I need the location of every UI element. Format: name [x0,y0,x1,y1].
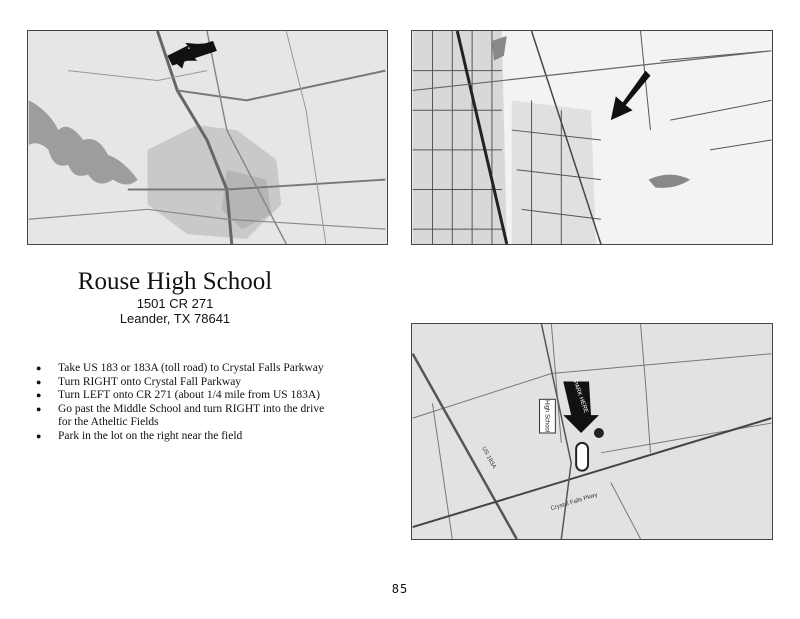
directions-list [36,362,326,443]
park-here-label: PARK HERE [571,380,589,414]
site-map-graphic [412,324,772,539]
high-school-label: High School [543,400,550,433]
page-number: 85 [391,582,409,596]
direction-step: ● Turn RIGHT onto Crystal Fall Parkway [36,376,326,390]
direction-step: ● Take US 183 or 183A (toll road) to Crystal Falls Parkway [36,362,326,376]
school-street-address: 1501 CR 271 [136,296,214,311]
direction-step: ● Park in the lot on the right near the field [36,430,326,444]
school-city-state-zip: Leander, TX 78641 [119,311,231,326]
site-map [411,323,773,540]
school-name: Rouse High School [77,268,273,295]
local-map [411,30,773,245]
area-map-graphic [28,31,387,244]
area-map [27,30,388,245]
road-label-us183a: US 183A [480,445,497,470]
road-label-crystal-falls: Crystal Falls Pkwy [550,492,599,513]
direction-step: ● Go past the Middle School and turn RIGHT into the drive for the Atheltic Fields [36,403,326,430]
direction-step: ● Turn LEFT onto CR 271 (about 1/4 mile from US 183A) [36,389,326,403]
local-map-graphic [412,31,772,244]
school-title-block [60,268,290,326]
